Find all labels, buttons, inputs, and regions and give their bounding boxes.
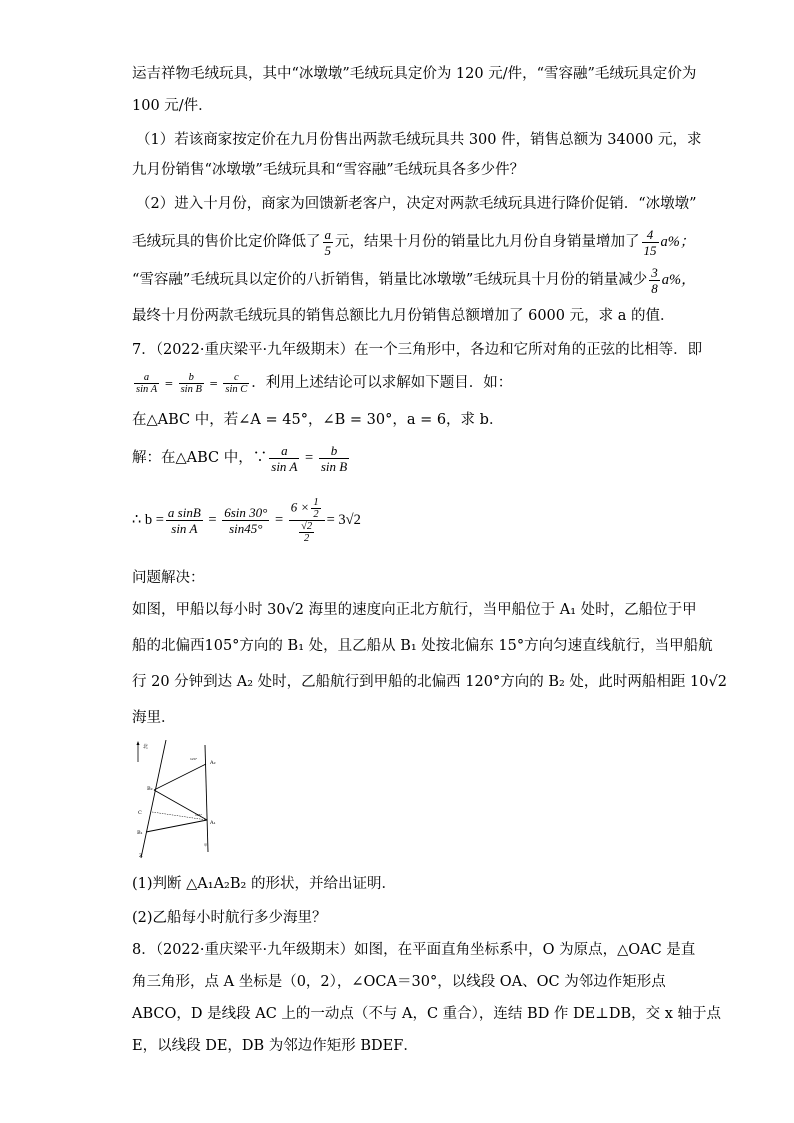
label-a2: A₂ bbox=[210, 760, 216, 766]
label-b1: B₁ bbox=[137, 830, 143, 836]
problem-7-line: 如图，甲船以每小时 30√2 海里的速度向正北方航行，当甲船位于 A₁ 处时，乙船位于甲 bbox=[132, 602, 697, 618]
fraction-numerator: 6sin 30° bbox=[224, 504, 268, 520]
text-line: 运吉祥物毛绒玩具，其中“冰墩墩”毛绒玩具定价为 120 元/件，“雪容融”毛绒玩具定价为 bbox=[132, 66, 697, 82]
sub-question-2: (2)乙船每小时航行多少海里？ bbox=[132, 910, 327, 926]
text-line: 100 元/件． bbox=[132, 98, 213, 114]
fraction-denominator: sin A bbox=[136, 383, 158, 395]
angle-120-label: 120° bbox=[190, 757, 198, 761]
fraction-denominator: sin B bbox=[180, 383, 202, 395]
fraction-denominator: 8 bbox=[651, 280, 658, 296]
fraction-numerator: b bbox=[319, 443, 349, 459]
fraction-numerator: c bbox=[223, 372, 249, 384]
problem-7-line: 行 20 分钟到达 A₂ 处时，乙船航行到甲船的北偏西 120°方向的 B₂ 处，此时两船相距 10√2 bbox=[132, 674, 727, 690]
fraction bbox=[642, 227, 659, 258]
example-line: 在△ABC 中，若∠A = 45°，∠B = 30°，a = 6，求 b． bbox=[132, 412, 504, 428]
fraction-numerator: 6 × $\frac{1}{2}$ bbox=[289, 497, 325, 521]
text-segment: 元，结果十月份的销量比九月份自身销量增加了 bbox=[335, 234, 640, 250]
text-segment: a%； bbox=[660, 234, 695, 250]
problem-7-line: 船的北偏西105°方向的 B₁ 处，且乙船从 B₁ 处按北偏东 15°方向匀速直线航行，当甲船航 bbox=[132, 638, 713, 654]
question-2-line: （2）进入十月份，商家为回馈新老客户，决定对两款毛绒玩具进行降价促销．“冰墩墩” bbox=[136, 196, 697, 212]
ship-a-path bbox=[205, 745, 208, 852]
fraction bbox=[319, 443, 349, 474]
text-segment: ．利用上述结论可以求解如下题目．如： bbox=[251, 375, 513, 391]
problem-8-line: ABCO，D 是线段 AC 上的一动点（不与 A，C 重合），连结 BD 作 DE⊥DB，交 x 轴于点 bbox=[132, 1006, 722, 1022]
fraction-numerator: 4 bbox=[642, 227, 659, 243]
fraction-denominator: sin B bbox=[320, 458, 348, 474]
label-a1: A₁ bbox=[210, 820, 216, 826]
fraction bbox=[179, 372, 204, 395]
compound-fraction bbox=[289, 497, 325, 544]
fraction-denominator: sin45° bbox=[229, 520, 263, 536]
solution-line: ∴ b = $\frac{\text{a sinB}}{\text{sin A}}$ = $\frac{6\sin 30^\circ}{\sin 45^\circ}$ = 6 × $\frac{1}{2}$ $\frac{√2}{2}$ = 3√2 bbox=[132, 496, 361, 544]
fraction-numerator: a bbox=[134, 372, 159, 384]
question-2-line bbox=[132, 222, 694, 262]
text-segment: a%， bbox=[661, 272, 696, 288]
fraction-denominator: sin A bbox=[271, 458, 298, 474]
fraction-numerator: 3 bbox=[651, 264, 658, 280]
fraction-numerator: a bbox=[324, 226, 331, 242]
fraction-numerator: a bbox=[269, 443, 299, 459]
text-segment: 毛绒玩具的售价比定价降低了 bbox=[132, 234, 321, 250]
segment-b2-a2 bbox=[154, 764, 206, 790]
fraction-numerator: a sinB bbox=[167, 504, 201, 520]
fraction-denominator: $\frac{√2}{2}$ bbox=[301, 520, 313, 544]
fraction bbox=[166, 505, 203, 536]
label-c: C bbox=[138, 810, 142, 816]
problem-7-line: 海里． bbox=[132, 710, 176, 726]
angle-105-label: 105° bbox=[195, 813, 203, 817]
text-segment: “雪容融”毛绒玩具以定价的八折销售，销量比冰墩墩”毛绒玩具十月份的销量减少 bbox=[132, 272, 648, 288]
text-segment: = 3√2 bbox=[326, 512, 361, 528]
section-heading: 问题解决： bbox=[132, 570, 205, 586]
fraction bbox=[649, 265, 660, 296]
ship-b-path bbox=[141, 740, 166, 858]
fraction-denominator: 5 bbox=[324, 242, 331, 258]
navigation-diagram bbox=[130, 740, 230, 860]
problem-8-line: E，以线段 DE，DB 为邻边作矩形 BDEF． bbox=[132, 1038, 418, 1054]
fraction bbox=[134, 372, 159, 395]
question-1-line: 九月份销售“冰墩墩”毛绒玩具和“雪容融”毛绒玩具各多少件？ bbox=[132, 162, 525, 178]
problem-8-line: 8．（2022·重庆梁平·九年级期末）如图，在平面直角坐标系中，O 为原点，△OAC 是直 bbox=[132, 942, 696, 958]
text-segment: 解：在△ABC 中，∵ bbox=[132, 450, 268, 466]
question-1-line: （1）若该商家按定价在九月份售出两款毛绒玩具共 300 件，销售总额为 34000 元，求 bbox=[136, 132, 702, 148]
label-bottom: 甲 bbox=[204, 843, 208, 847]
label-b2: B₂ bbox=[147, 786, 153, 792]
fraction bbox=[222, 505, 269, 536]
fraction bbox=[223, 372, 249, 395]
segment-b1-a1 bbox=[146, 820, 207, 832]
label-z: Z bbox=[139, 853, 143, 859]
question-2-line: 最终十月份两款毛绒玩具的销售总额比九月份销售总额增加了 6000 元，求 a 的值． bbox=[132, 308, 675, 324]
fraction-denominator: sin C bbox=[225, 383, 248, 395]
fraction bbox=[323, 227, 334, 258]
fraction-numerator: b bbox=[179, 372, 204, 384]
solution-line: 解：在△ABC 中，∵ $\frac{a}{\text{sin A}}$ = $\frac{b}{\text{sin B}}$ bbox=[132, 442, 348, 474]
law-of-sines-line: $\frac{a}{\text{sin A}}$ = $\frac{b}{\text{sin B}}$ = $\frac{c}{\text{sin C}}$ ．利用上述结论可以求解如下题目．如： bbox=[136, 371, 513, 395]
fraction bbox=[269, 443, 299, 474]
sub-question-1: (1)判断 △A₁A₂B₂ 的形状，并给出证明． bbox=[132, 876, 396, 892]
north-arrow-head bbox=[137, 741, 140, 745]
text-segment: ∴ b = bbox=[132, 512, 164, 528]
fraction-denominator: 15 bbox=[643, 242, 657, 258]
problem-7-line: 7．（2022·重庆梁平·九年级期末）在一个三角形中，各边和它所对角的正弦的比相等．即 bbox=[132, 342, 703, 358]
question-2-line bbox=[132, 260, 696, 300]
north-label: 北 bbox=[143, 744, 149, 750]
fraction-denominator: sin A bbox=[171, 520, 198, 536]
problem-8-line: 角三角形，点 A 坐标是（0，2），∠OCA＝30°，以线段 OA、OC 为邻边作矩形点 bbox=[132, 974, 666, 990]
